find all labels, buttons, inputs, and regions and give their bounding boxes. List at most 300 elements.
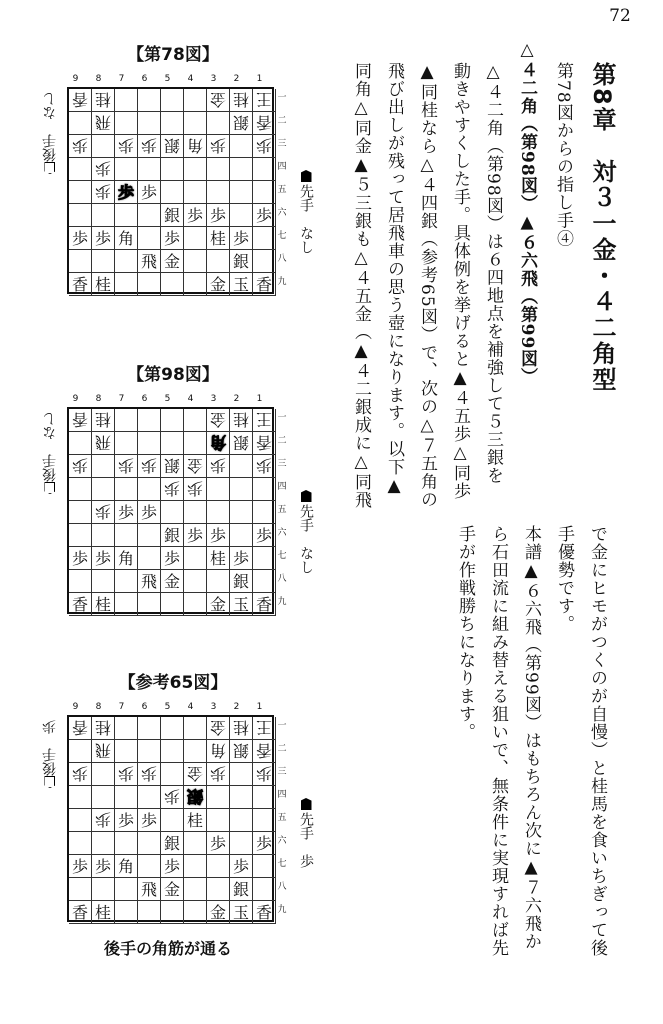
rank-label: 四: [277, 790, 287, 800]
board-square: [253, 547, 276, 570]
board-square: [230, 478, 253, 501]
board-square: [69, 524, 92, 547]
board-square: [138, 478, 161, 501]
shogi-piece: 金: [184, 763, 207, 786]
rank-label: 六: [277, 836, 287, 846]
moves-line: △４二角（第98図）▲６六飛（第99図）: [517, 40, 537, 386]
board-square: [115, 432, 138, 455]
shogi-piece: 香: [69, 717, 92, 740]
board-square: [138, 832, 161, 855]
file-label: 2: [233, 74, 240, 84]
board-square: [69, 878, 92, 901]
board-square: [184, 570, 207, 593]
board-square: [161, 740, 184, 763]
shogi-piece: 金: [161, 570, 184, 593]
file-label: 1: [256, 394, 263, 404]
board-square: [115, 832, 138, 855]
board-square: [69, 250, 92, 273]
board-square: [115, 593, 138, 616]
shogi-diagram: [8, 668, 320, 968]
rank-label: 二: [277, 436, 287, 446]
board-square: [184, 901, 207, 924]
shogi-piece: 角: [207, 740, 230, 763]
file-label: 7: [118, 74, 125, 84]
board-square: [115, 204, 138, 227]
board-square: [92, 250, 115, 273]
board-square: [184, 547, 207, 570]
gote-piece-icon: [45, 482, 56, 494]
shogi-piece: 銀: [161, 832, 184, 855]
text-column: で金にヒモがつくのが自慢）と桂馬を食いちぎって後: [587, 525, 607, 957]
shogi-piece: 歩: [161, 227, 184, 250]
text-column: 同角△同金▲５三銀も△４五金（▲４二銀成に△同飛: [351, 62, 371, 509]
shogi-piece: 玉: [230, 901, 253, 924]
shogi-piece: 飛: [138, 570, 161, 593]
board-square: [184, 740, 207, 763]
shogi-piece: 銀: [230, 250, 253, 273]
shogi-piece: 銀: [230, 570, 253, 593]
file-label: 3: [210, 74, 217, 84]
board-square: [69, 204, 92, 227]
rank-label: 一: [277, 93, 287, 103]
board-square: [184, 273, 207, 296]
shogi-piece: 歩: [69, 547, 92, 570]
shogi-piece: 金: [184, 455, 207, 478]
board-square: [138, 547, 161, 570]
board-square: [207, 250, 230, 273]
gote-hand-pieces: 歩: [42, 720, 58, 748]
file-label: 5: [164, 394, 171, 404]
board-square: [92, 786, 115, 809]
board-square: [230, 524, 253, 547]
board-square: [138, 855, 161, 878]
rank-label: 一: [277, 721, 287, 731]
rank-label: 三: [277, 459, 287, 469]
rank-label: 三: [277, 767, 287, 777]
board-square: [92, 878, 115, 901]
board-square: [230, 204, 253, 227]
board-square: [184, 878, 207, 901]
board-square: [161, 112, 184, 135]
board-square: [184, 501, 207, 524]
board-square: [207, 501, 230, 524]
board-square: [115, 740, 138, 763]
board-square: [230, 181, 253, 204]
board-square: [69, 740, 92, 763]
shogi-piece: 角: [207, 432, 230, 455]
shogi-piece: 銀: [184, 786, 207, 809]
rank-label: 九: [277, 597, 287, 607]
shogi-piece: 歩: [138, 135, 161, 158]
board-square: [184, 89, 207, 112]
shogi-piece: 歩: [161, 478, 184, 501]
board-square: [161, 409, 184, 432]
board-square: [161, 501, 184, 524]
page-number: 72: [609, 6, 631, 26]
board-square: [115, 112, 138, 135]
shogi-board: [67, 715, 274, 922]
board-square: [115, 717, 138, 740]
rank-label: 七: [277, 231, 287, 241]
shogi-piece: 歩: [138, 455, 161, 478]
shogi-piece: 桂: [92, 593, 115, 616]
file-label: 2: [233, 394, 240, 404]
gote-label: 後手: [42, 748, 58, 776]
shogi-piece: 桂: [92, 901, 115, 924]
board-square: [115, 89, 138, 112]
rank-label: 二: [277, 744, 287, 754]
shogi-piece: 香: [253, 112, 276, 135]
board-square: [207, 570, 230, 593]
sente-hand: [294, 798, 316, 868]
board-square: [184, 158, 207, 181]
shogi-piece: 歩: [207, 455, 230, 478]
board-square: [253, 786, 276, 809]
shogi-piece: 歩: [92, 809, 115, 832]
sente-piece-icon: [301, 170, 312, 182]
file-label: 9: [72, 394, 79, 404]
file-label: 8: [95, 702, 102, 712]
board-square: [92, 524, 115, 547]
shogi-piece: 香: [253, 740, 276, 763]
board-square: [115, 878, 138, 901]
board-square: [138, 204, 161, 227]
shogi-piece: 歩: [92, 547, 115, 570]
rank-label: 五: [277, 185, 287, 195]
board-square: [207, 855, 230, 878]
board-square: [138, 432, 161, 455]
sente-hand: [294, 170, 316, 254]
shogi-piece: 歩: [92, 855, 115, 878]
shogi-piece: 歩: [92, 501, 115, 524]
board-square: [115, 250, 138, 273]
board-square: [138, 227, 161, 250]
shogi-piece: 歩: [69, 135, 92, 158]
shogi-piece: 歩: [138, 763, 161, 786]
file-label: 9: [72, 702, 79, 712]
shogi-piece: 金: [161, 878, 184, 901]
shogi-piece: 歩: [138, 181, 161, 204]
shogi-piece: 銀: [161, 524, 184, 547]
board-square: [161, 89, 184, 112]
board-square: [69, 181, 92, 204]
shogi-piece: 歩: [253, 204, 276, 227]
file-label: 8: [95, 74, 102, 84]
shogi-piece: 王: [253, 717, 276, 740]
rank-label: 八: [277, 254, 287, 264]
shogi-piece: 歩: [69, 227, 92, 250]
shogi-piece: 桂: [92, 273, 115, 296]
shogi-piece: 歩: [115, 501, 138, 524]
board-square: [115, 786, 138, 809]
board-square: [253, 855, 276, 878]
shogi-piece: 歩: [92, 227, 115, 250]
file-label: 5: [164, 74, 171, 84]
file-label: 1: [256, 702, 263, 712]
shogi-piece: 歩: [115, 135, 138, 158]
shogi-piece: 銀: [161, 455, 184, 478]
board-square: [207, 786, 230, 809]
board-square: [253, 809, 276, 832]
shogi-piece: 歩: [69, 455, 92, 478]
file-label: 6: [141, 702, 148, 712]
board-square: [115, 524, 138, 547]
board-square: [115, 478, 138, 501]
board-square: [253, 478, 276, 501]
shogi-piece: 歩: [253, 763, 276, 786]
board-square: [230, 135, 253, 158]
shogi-piece: 角: [184, 135, 207, 158]
shogi-piece: 金: [161, 250, 184, 273]
shogi-piece: 金: [207, 717, 230, 740]
shogi-piece: 香: [69, 409, 92, 432]
shogi-piece: 香: [69, 89, 92, 112]
rank-labels: [276, 407, 288, 614]
board-square: [92, 832, 115, 855]
shogi-piece: 歩: [207, 135, 230, 158]
shogi-piece: 銀: [230, 112, 253, 135]
gote-hand: [40, 92, 64, 174]
board-square: [69, 478, 92, 501]
text-column: 手が作戦勝ちになります。: [455, 525, 475, 741]
board-square: [161, 717, 184, 740]
sente-label: 先手: [298, 504, 314, 532]
board-square: [69, 158, 92, 181]
board-square: [230, 786, 253, 809]
shogi-piece: 香: [253, 273, 276, 296]
shogi-piece: 飛: [92, 112, 115, 135]
file-label: 7: [118, 394, 125, 404]
shogi-piece: 飛: [92, 740, 115, 763]
board-square: [69, 786, 92, 809]
file-label: 6: [141, 394, 148, 404]
shogi-piece: 香: [253, 901, 276, 924]
rank-label: 九: [277, 277, 287, 287]
board-square: [207, 181, 230, 204]
board-square: [138, 273, 161, 296]
shogi-piece: 歩: [69, 763, 92, 786]
shogi-piece: 銀: [161, 204, 184, 227]
shogi-piece: 桂: [230, 89, 253, 112]
shogi-piece: 歩: [138, 501, 161, 524]
sente-hand-pieces: 歩: [298, 840, 314, 868]
board-square: [138, 409, 161, 432]
board-square: [184, 227, 207, 250]
board-square: [69, 112, 92, 135]
file-label: 4: [187, 394, 194, 404]
board-square: [184, 855, 207, 878]
shogi-piece: 金: [207, 409, 230, 432]
file-label: 8: [95, 394, 102, 404]
file-label: 3: [210, 394, 217, 404]
shogi-piece: 歩: [207, 832, 230, 855]
shogi-piece: 歩: [115, 763, 138, 786]
board-square: [207, 158, 230, 181]
text-column: △４二角（第98図）は６四地点を補強して５三銀を: [483, 62, 503, 485]
shogi-piece: 歩: [207, 763, 230, 786]
board-square: [230, 158, 253, 181]
shogi-piece: 王: [253, 409, 276, 432]
shogi-piece: 金: [207, 901, 230, 924]
board-square: [184, 832, 207, 855]
rank-label: 六: [277, 528, 287, 538]
rank-label: 八: [277, 882, 287, 892]
board-square: [69, 570, 92, 593]
rank-label: 六: [277, 208, 287, 218]
board-square: [161, 181, 184, 204]
shogi-board: [67, 87, 274, 294]
shogi-piece: 香: [69, 901, 92, 924]
diagram-title: 【参考65図】: [118, 673, 228, 693]
board-square: [230, 809, 253, 832]
shogi-piece: 歩: [184, 478, 207, 501]
shogi-diagram: [8, 360, 320, 660]
shogi-piece: 歩: [207, 524, 230, 547]
board-square: [161, 593, 184, 616]
board-square: [230, 763, 253, 786]
text-column: 手優勢です。: [554, 525, 574, 633]
board-square: [138, 901, 161, 924]
board-square: [92, 478, 115, 501]
board-square: [253, 227, 276, 250]
board-square: [253, 501, 276, 524]
shogi-piece: 歩: [184, 204, 207, 227]
gote-hand: [40, 720, 64, 788]
shogi-piece: 飛: [138, 250, 161, 273]
board-square: [138, 158, 161, 181]
file-label: 4: [187, 74, 194, 84]
shogi-piece: 歩: [253, 135, 276, 158]
shogi-piece: 歩: [253, 524, 276, 547]
shogi-piece: 歩: [230, 855, 253, 878]
board-square: [184, 112, 207, 135]
rank-label: 七: [277, 551, 287, 561]
board-square: [138, 593, 161, 616]
board-square: [69, 501, 92, 524]
shogi-piece: 飛: [92, 432, 115, 455]
shogi-piece: 歩: [161, 855, 184, 878]
file-labels: [64, 702, 272, 714]
board-square: [207, 878, 230, 901]
sente-label: 先手: [298, 812, 314, 840]
rank-label: 五: [277, 505, 287, 515]
shogi-piece: 桂: [92, 717, 115, 740]
sente-hand-pieces: なし: [298, 212, 314, 254]
board-square: [92, 204, 115, 227]
rank-label: 一: [277, 413, 287, 423]
shogi-piece: 歩: [230, 547, 253, 570]
shogi-piece: 香: [69, 593, 92, 616]
gote-hand-pieces: なし: [42, 92, 58, 134]
section-heading: 第78図からの指し手④: [553, 62, 573, 248]
board-square: [161, 273, 184, 296]
file-labels: [64, 394, 272, 406]
shogi-piece: 銀: [161, 135, 184, 158]
shogi-piece: 玉: [230, 593, 253, 616]
board-square: [184, 717, 207, 740]
gote-hand-pieces: なし: [42, 412, 58, 454]
shogi-piece: 歩: [253, 455, 276, 478]
rank-label: 五: [277, 813, 287, 823]
shogi-piece: 歩: [92, 158, 115, 181]
board-square: [115, 409, 138, 432]
shogi-piece: 玉: [230, 273, 253, 296]
shogi-piece: 香: [253, 593, 276, 616]
board-square: [230, 455, 253, 478]
board-square: [184, 432, 207, 455]
shogi-piece: 飛: [138, 878, 161, 901]
board-square: [138, 112, 161, 135]
rank-label: 九: [277, 905, 287, 915]
board-square: [138, 89, 161, 112]
gote-piece-icon: [45, 776, 56, 788]
board-square: [161, 763, 184, 786]
board-square: [207, 112, 230, 135]
shogi-piece: 角: [115, 227, 138, 250]
shogi-piece: 歩: [230, 227, 253, 250]
board-square: [115, 901, 138, 924]
board-square: [138, 524, 161, 547]
shogi-piece: 桂: [207, 227, 230, 250]
shogi-piece: 桂: [92, 89, 115, 112]
shogi-piece: 歩: [161, 547, 184, 570]
chapter-title: 対３一金・４二角型: [588, 158, 616, 393]
shogi-piece: 角: [115, 547, 138, 570]
file-label: 5: [164, 702, 171, 712]
shogi-piece: 銀: [230, 740, 253, 763]
rank-label: 四: [277, 162, 287, 172]
sente-piece-icon: [301, 798, 312, 810]
text-column: 動きやすくした手。具体例を挙げると▲４五歩△同歩: [450, 62, 470, 500]
shogi-board: [67, 407, 274, 614]
shogi-piece: 桂: [230, 717, 253, 740]
board-square: [138, 740, 161, 763]
shogi-piece: 王: [253, 89, 276, 112]
board-square: [92, 570, 115, 593]
diagram-caption: 後手の角筋が通る: [103, 939, 232, 958]
sente-label: 先手: [298, 184, 314, 212]
board-square: [207, 809, 230, 832]
board-square: [161, 158, 184, 181]
shogi-piece: 銀: [230, 878, 253, 901]
shogi-piece: 金: [207, 89, 230, 112]
file-label: 9: [72, 74, 79, 84]
rank-label: 二: [277, 116, 287, 126]
shogi-piece: 歩: [92, 181, 115, 204]
shogi-piece: 角: [115, 855, 138, 878]
board-square: [92, 135, 115, 158]
board-square: [69, 432, 92, 455]
diagram-title: 【第98図】: [127, 365, 219, 385]
board-square: [253, 181, 276, 204]
rank-labels: [276, 715, 288, 922]
text-column: ら石田流に組み替える狙いで、無条件に実現すれば先: [488, 525, 508, 957]
gote-hand: [40, 412, 64, 494]
board-square: [92, 455, 115, 478]
gote-label: 後手: [42, 134, 58, 162]
board-square: [184, 181, 207, 204]
shogi-piece: 香: [253, 432, 276, 455]
shogi-piece: 桂: [184, 809, 207, 832]
board-square: [69, 809, 92, 832]
shogi-piece: 歩: [115, 809, 138, 832]
file-label: 1: [256, 74, 263, 84]
board-square: [138, 786, 161, 809]
shogi-piece: 歩: [207, 204, 230, 227]
board-square: [207, 478, 230, 501]
chapter-heading: [585, 62, 620, 393]
board-square: [253, 250, 276, 273]
